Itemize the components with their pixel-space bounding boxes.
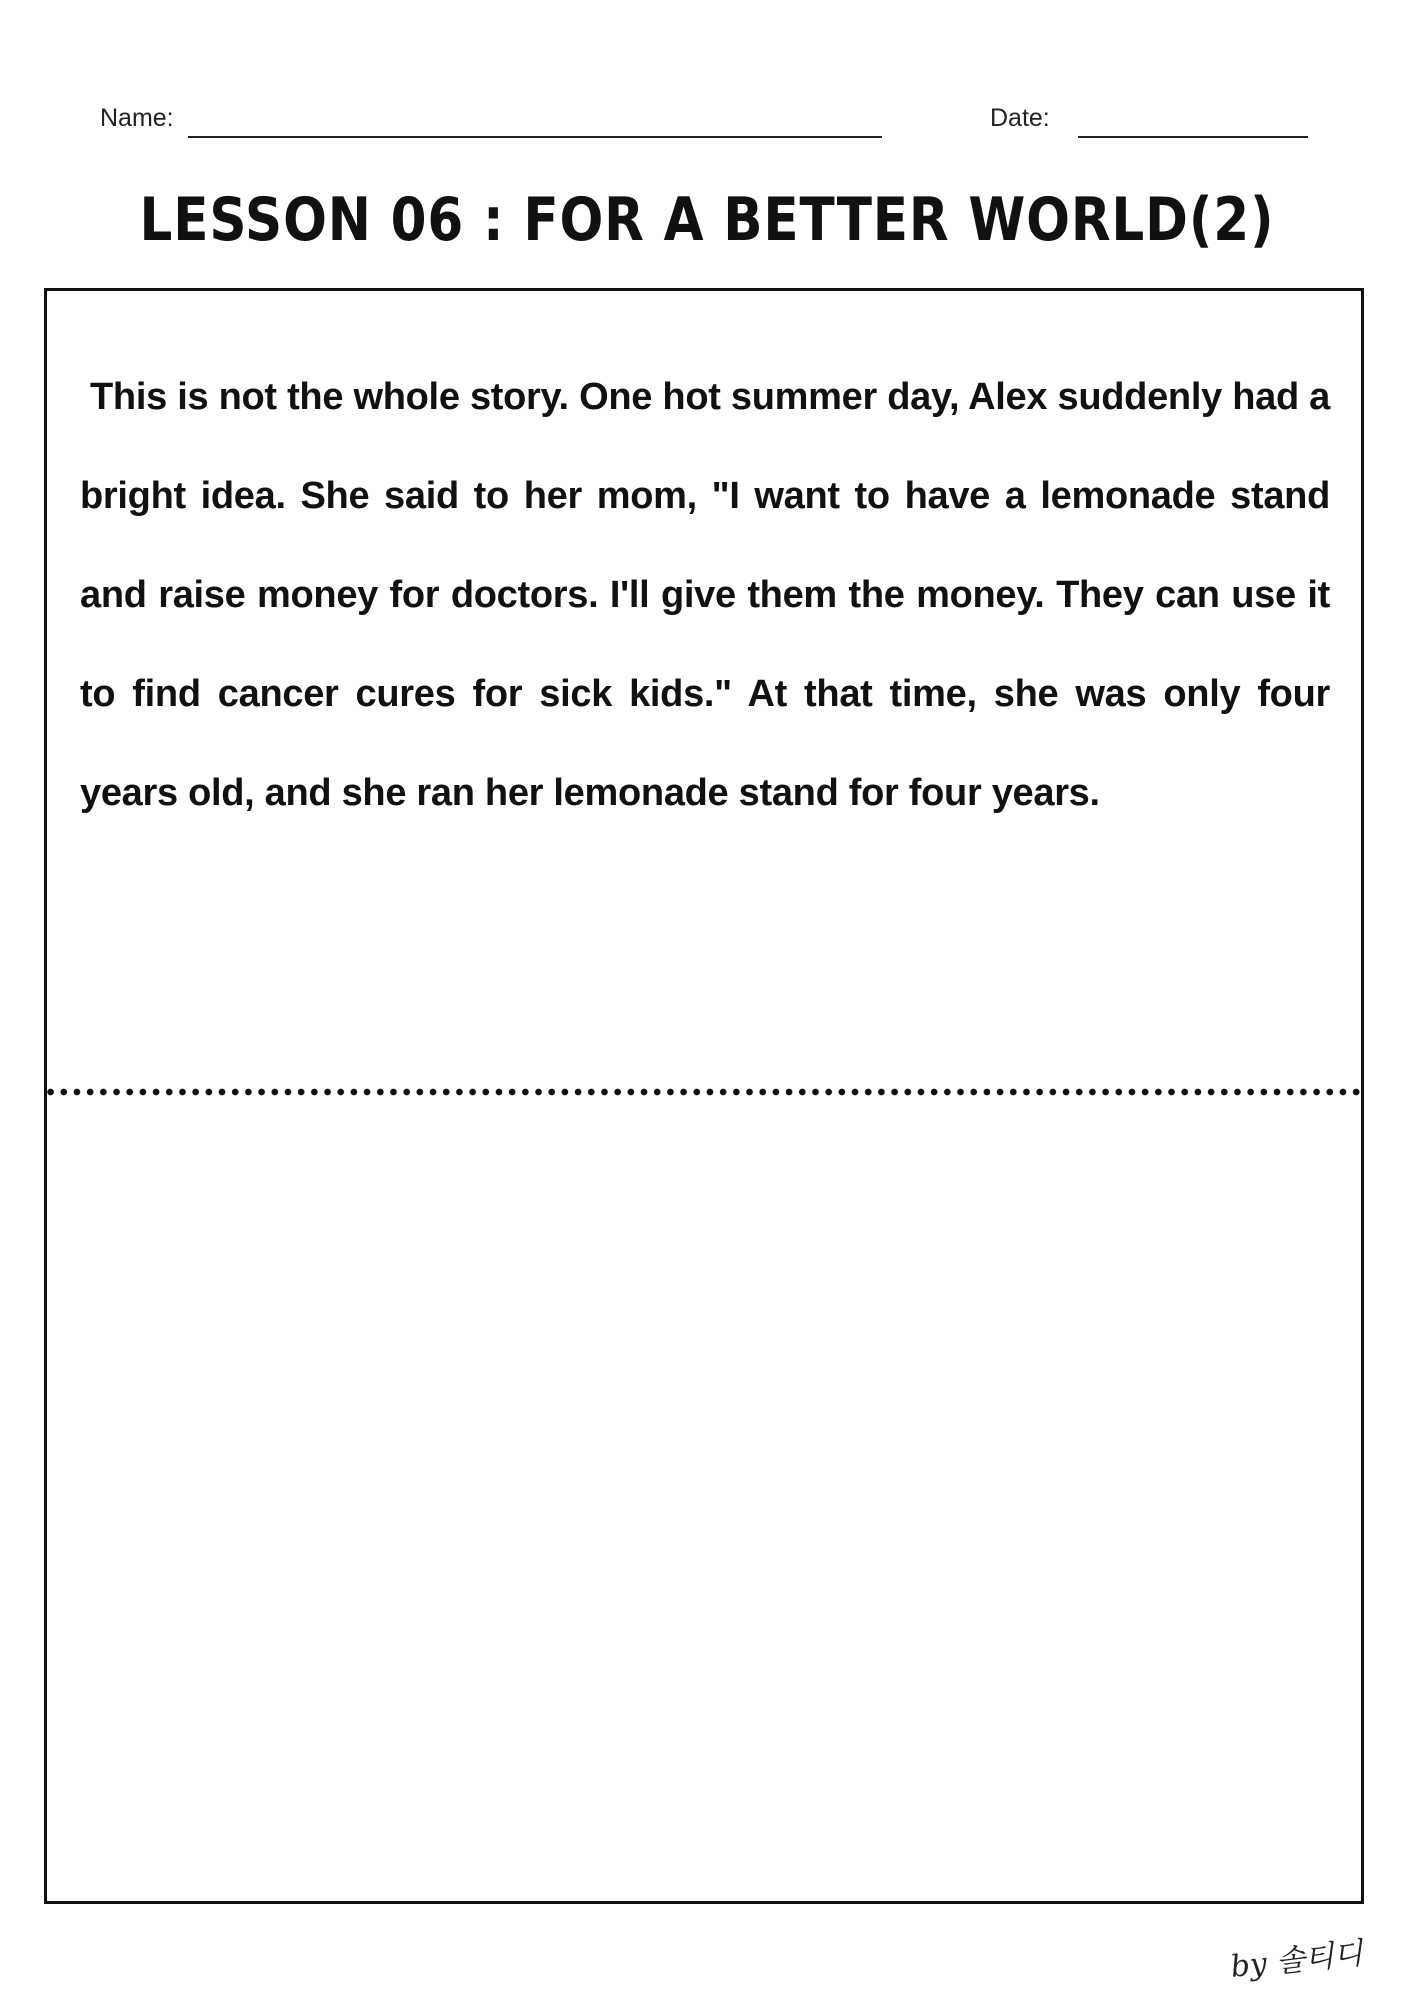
page-title: LESSON 06 : FOR A BETTER WORLD(2) [139,185,1275,255]
dotted-divider [44,1087,1364,1097]
date-label: Date: [990,104,1050,132]
name-label: Name: [100,104,174,132]
date-field[interactable] [1078,136,1308,138]
author-signature: by 솔티디 [1228,1936,1365,1985]
name-field[interactable] [188,136,882,138]
reading-passage: This is not the whole story. One hot summer day, Alex suddenly had a bright idea. She said to her mom, "I want to have a lemonade stand and raise money for doctors. I'll give them the money. They can use it to find cancer cures for sick kids." At that time, she was only four years old, and she ran her lemonade stand for four years. [80,376,1330,814]
header-row [0,100,1414,140]
